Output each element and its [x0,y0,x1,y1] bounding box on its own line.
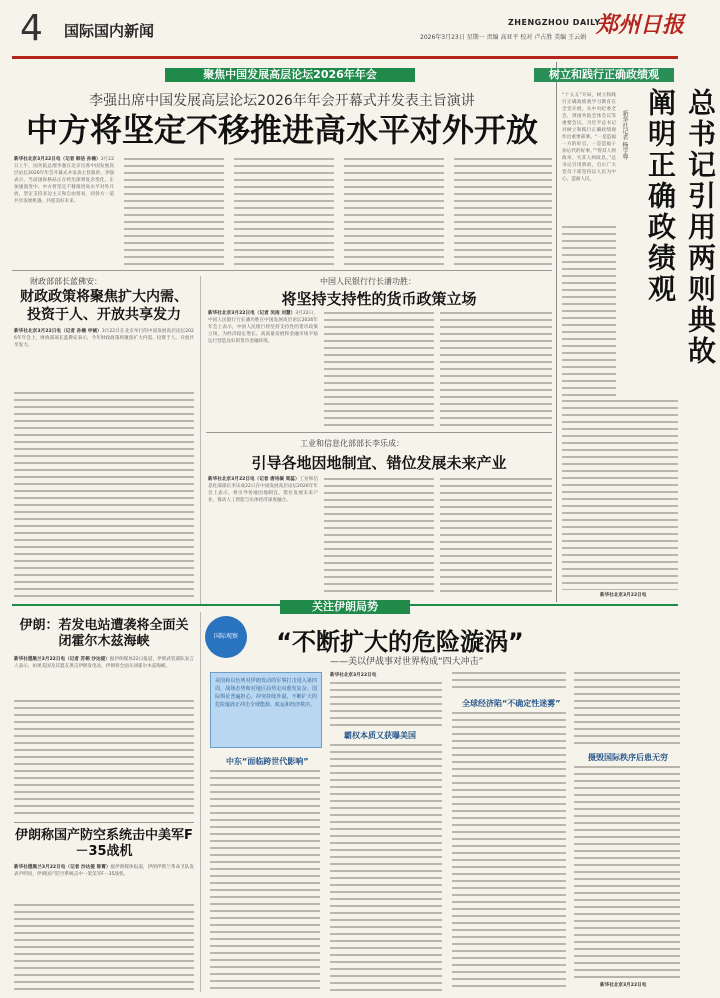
lead-column-2 [124,158,224,266]
story-a-text: 据伊朗媒体22日报道，伊朗武装部队发言人表示，如果美国及其盟友袭击伊朗发电站，伊朗将全面关闭霍尔木兹海峡。 [14,657,194,669]
story4-body [208,476,318,596]
feature-col-2-top [330,682,442,726]
summary-box [210,672,322,748]
feature-col-1 [210,770,320,992]
right-author: 新华社记者 杨学尊 [621,110,628,160]
right-column-lines [562,226,616,396]
story4-column-2 [324,478,434,596]
feature-col-4 [574,766,680,978]
right-body: “十五五”开局，树立和践行正确政绩观学习教育在全党开展。从中央纪委全会，到国务院全体会议等重要会议，习近平总书记对树立和践行正确政绩观作出重要部署。“一是造福一方的好官，一是造福子孙后代的好事。”“得其人则政举，失其人则政息。”总书记引用典故，启示广大党员干部坚持以人民为中心，造福人民。 [562,93,616,182]
story3-dateline: 新华社北京3月22日电（记者 吴雨 刘慧） [208,311,296,316]
lead-article-body [14,156,114,268]
section-c-heading: 摄毁国际秩序后患无穷 [588,753,668,762]
story-b-headline: 伊朗称国产防空系统击中美军F－35战机 [15,828,193,859]
story-a-dateline: 新华社德黑兰3月22日电（记者 苏桐 沙达提） [14,657,110,662]
story3-text: 3月22日，中国人民银行行长潘功胜在中国发展高层论坛2026年年会上表示，中国人民银行将坚持支持性的货币政策立场，为经济稳定增长、高质量发展和金融市场平稳运行营造良好的货币金融环境。 [208,311,318,344]
section-title: 国际国内新闻 [64,22,155,40]
feature-col-4-top [574,672,680,746]
feature-col-3-top [452,672,566,692]
feature-dateline-end: 新华社北京3月22日电 [600,983,647,988]
feature-col-2 [330,744,442,992]
story4-text: 工业和信息化部部长李乐成22日在中国发展高层论坛2026年年会上表示，将引导各地因地制宜、错位发展未来产业，推动人工智能与实体经济深度融合。 [208,477,318,503]
story-a-body [14,656,194,696]
story3-column-3 [440,312,552,428]
section-b-heading: 全球经济陷“不确定性迷雾” [462,699,561,708]
story3-kicker: 中国人民银行行长潘功胜： [320,277,416,286]
story3-headline: 将坚持支持性的货币政策立场 [281,290,477,308]
divider [556,62,557,602]
lead-headline: 中方将坚定不移推进高水平对外开放 [25,111,538,149]
masthead-english: ZHENGZHOU DAILY [508,18,601,27]
story4-kicker: 工业和信息化部部长李乐成： [300,439,404,448]
story2-headline: 财政政策将聚焦扩大内需、投资于人、开放共享发力 [20,289,188,323]
feature-subhead: ——美以伊战事对世界构成“四大冲击” [330,657,484,667]
story2-kicker: 财政部部长蓝佛安： [30,277,102,286]
story4-column-3 [440,478,552,596]
header-rule [12,56,678,59]
lead-column-3 [234,158,334,266]
divider [200,612,201,992]
divider [12,270,552,271]
top-banner: 聚焦中国发展高层论坛2026年年会 [165,68,415,82]
lead-dateline: 新华社北京3月22日电（记者 韩洁 孙楠） [14,157,101,162]
lead-column-4 [344,158,444,266]
lead-column-5 [454,158,552,266]
right-vertical-title: 总书记引用两则典故阐明正确政绩观 [644,88,717,367]
story-b-dateline: 新华社德黑兰3月22日电（记者 沙达提 陈霄） [14,865,111,870]
feature-dateline: 新华社北京3月22日电 [330,673,377,678]
page-number: 4 [20,8,43,49]
story-b-lines [14,904,194,990]
right-column-lines-lower [562,400,678,590]
story2-text: 3月22日在北京举行的中国发展高层论坛2026年年会上，财政部部长蓝佛安表示，今年财政政策将聚焦扩大内需、投资于人、开放共享发力。 [14,329,194,348]
story3-column-2 [324,312,434,428]
story3-body [208,310,318,430]
right-dateline-end: 新华社北京3月22日电 [600,593,647,598]
story-a-lines [14,700,194,818]
story2-columns [14,392,194,600]
analysis-roundel: 国际观察 [205,616,247,658]
summary-box-text: 美国和以色列对伊朗发动的军事打击进入第四周，战场态势和对地区局势走向愈发复杂。国际舆论普遍担心，冲突持续外溢，不断扩大的危险漩涡正冲击全球能源、航运和经济秩序。 [215,678,317,708]
divider [200,276,201,604]
section-a-heading: 霸权本质又获曝美国 [344,731,416,740]
masthead-logo: 郑州日报 [596,12,685,38]
story4-headline: 引导各地因地制宜、错位发展未来产业 [251,454,507,472]
right-banner: 树立和践行正确政绩观 [534,68,674,82]
story-b-body [14,864,194,900]
divider [206,432,552,433]
dateline: 2026年3月23日 星期一 责编 高亚平 校对 卢占胜 美编 王云娟 [420,34,587,41]
story-a-headline: 伊朗：若发电站遭袭将全面关闭霍尔木兹海峡 [19,618,189,649]
story2-body [14,328,194,388]
story4-dateline: 新华社北京3月22日电（记者 唐诗凝 周蕊） [208,477,300,482]
story2-dateline: 新华社北京3月22日电（记者 孙楠 申铖） [14,329,102,334]
bottom-banner: 关注伊朗局势 [280,600,410,614]
lead-body: 3月22日上午，国务院总理李强在北京出席中国发展高层论坛2026年年会开幕式并发表主旨演讲。李强表示，当前国际格局正在经历深刻复杂变化，正加速演变中。中方将坚定不移推进高水平对外开放，坚定支持多边主义和自由贸易，同各方一道共享发展机遇、共迎美好未来。 [14,157,114,204]
feature-headline: “不断扩大的危险漩涡” [276,628,524,656]
divider [14,822,194,823]
feature-col-3 [452,712,566,992]
story-b-text: 据伊朗媒体报道，伊朗伊斯兰革命卫队发表声明说，伊朗国产防空系统击中一架美军F－35战机。 [14,865,194,877]
lead-subhead: 李强出席中国发展高层论坛2026年年会开幕式并发表主旨演讲 [89,93,475,109]
section-mid-heading: 中东“面临跨世代影响” [226,757,309,766]
